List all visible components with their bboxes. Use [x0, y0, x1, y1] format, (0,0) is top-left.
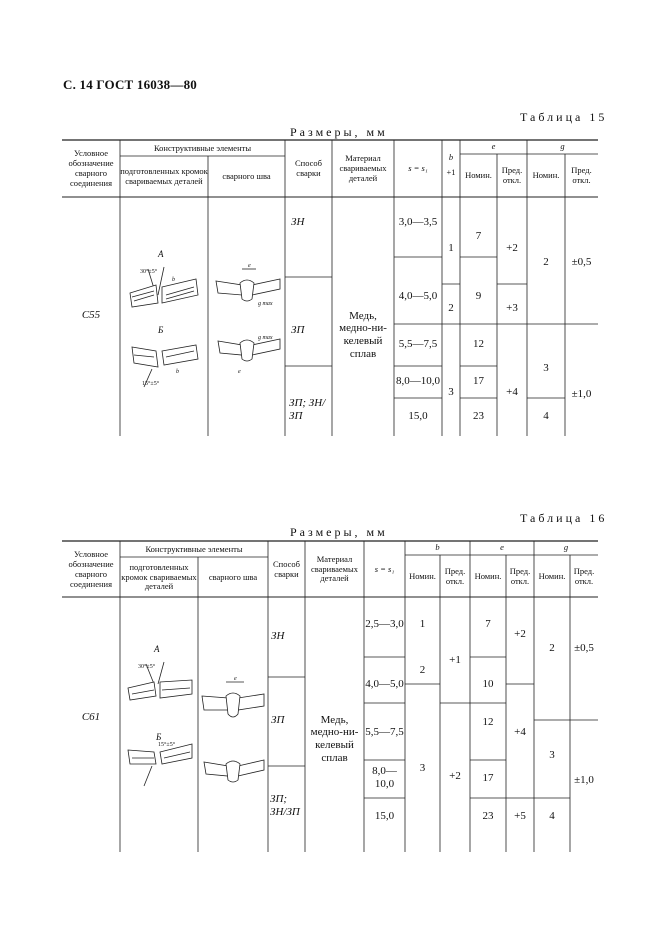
t16-e-nom-3: 12: [482, 715, 494, 728]
t15-e-tol-3: +4: [506, 385, 518, 398]
svg-text:30°±5°: 30°±5°: [140, 269, 158, 275]
t15-weld-drawing: [212, 255, 284, 375]
svg-text:30°±5°: 30°±5°: [138, 664, 156, 670]
t15-e-nom-5: 23: [473, 409, 484, 422]
t15-header-method: Способ сварки: [294, 158, 323, 178]
t16-s-1: 2,5—3,0: [365, 617, 404, 630]
t16-b-tol-1: +1: [449, 653, 461, 666]
t16-header-g-nom: Номин.: [538, 570, 566, 581]
t16-method-2: ЗП: [271, 713, 285, 726]
t15-header-g: g: [560, 141, 565, 152]
t16-header-method: Способ сварки: [272, 558, 301, 579]
t15-header-b: b: [448, 151, 454, 162]
t15-edge-preparation-drawing: [122, 245, 206, 395]
t16-header-e: e: [500, 542, 504, 553]
t16-header-e-nom: Номин.: [474, 570, 502, 581]
t16-g-tol-1: ±0,5: [574, 641, 594, 654]
t15-header-g-tol: Пред. откл.: [571, 165, 592, 185]
svg-text:b: b: [172, 277, 175, 283]
t15-g-nom-2: 3: [543, 361, 549, 374]
t15-s-2: 4,0—5,0: [398, 289, 438, 302]
t16-b-nom-1: 1: [419, 617, 426, 630]
t15-s-5: 15,0: [408, 409, 428, 422]
t15-g-nom-3: 4: [543, 409, 549, 422]
t16-material: Медь, медно-ни- келевый сплав: [310, 713, 359, 764]
t15-header-weld: сварного шва: [222, 170, 271, 181]
table-15-units: Размеры, мм: [290, 125, 388, 139]
t16-e-tol-3: +5: [514, 809, 526, 822]
t15-b-1: 1: [448, 241, 454, 254]
t16-edge-preparation-drawing: [122, 640, 198, 790]
t16-b-nom-2: 2: [419, 663, 426, 676]
t15-g-nom-1: 2: [543, 255, 549, 268]
t15-s-1: 3,0—3,5: [398, 215, 438, 228]
t16-s-3: 5,5—7,5: [365, 725, 404, 738]
t15-e-nom-1: 7: [475, 229, 482, 242]
svg-text:Б: Б: [158, 325, 164, 335]
t15-header-e-tol: Пред. откл.: [501, 165, 523, 185]
t16-s-4: 8,0—10,0: [372, 765, 397, 790]
t16-header-prepared-edges: подготовленных кромок свариваемых деталей: [121, 561, 197, 592]
t16-e-nom-4: 17: [482, 771, 494, 784]
t15-header-e-nom: Номин.: [465, 170, 492, 181]
t15-method-2: ЗП: [291, 323, 305, 336]
svg-text:b: b: [176, 369, 179, 375]
t15-b-2: 2: [448, 301, 454, 314]
t15-e-nom-4: 17: [473, 374, 484, 387]
t16-s-2: 4,0—5,0: [365, 677, 404, 690]
t16-g-nom-1: 2: [549, 641, 555, 654]
table-15-number: Таблица 15: [520, 110, 608, 124]
t15-header-g-nom: Номин.: [532, 170, 560, 181]
t15-header-e: e: [491, 141, 496, 152]
t15-s-4: 8,0—10,0: [396, 374, 440, 387]
svg-text:g max: g max: [258, 335, 273, 341]
t16-header-designation: Условное обозначение сварного соединения: [68, 549, 114, 589]
t16-e-nom-1: 7: [485, 617, 491, 630]
t16-header-g-tol: Пред. откл.: [573, 565, 595, 586]
t16-header-structural: Конструктивные элементы: [145, 543, 243, 554]
svg-text:e: e: [238, 369, 241, 375]
svg-text:e: e: [248, 263, 251, 269]
t15-e-nom-3: 12: [473, 337, 484, 350]
t16-b-nom-3: 3: [419, 761, 426, 774]
t15-b-3: 3: [448, 385, 454, 398]
svg-text:А: А: [154, 644, 160, 654]
t16-g-tol-2: ±1,0: [574, 773, 594, 786]
t16-header-s: s = s₁: [374, 563, 395, 574]
t16-g-nom-3: 4: [549, 809, 555, 822]
t15-e-nom-2: 9: [475, 289, 482, 302]
t16-s-5: 15,0: [374, 809, 395, 822]
t16-g-nom-2: 3: [549, 748, 555, 761]
t15-material: Медь, медно-ни- келевый сплав: [339, 309, 387, 360]
t15-method-3: ЗП; ЗН/ЗП: [289, 397, 326, 422]
svg-text:g max: g max: [258, 301, 273, 307]
table-16-units: Размеры, мм: [290, 525, 388, 539]
t16-header-material: Материал свариваемых деталей: [310, 553, 359, 584]
svg-text:Б: Б: [156, 732, 162, 742]
t16-e-tol-2: +4: [514, 725, 526, 738]
t16-e-tol-1: +2: [514, 627, 526, 640]
t16-b-tol-2: +2: [449, 769, 461, 782]
t15-header-material: Материал свариваемых деталей: [339, 153, 387, 183]
svg-text:15°±5°: 15°±5°: [158, 742, 176, 748]
t15-header-designation: Условное обозначение сварного соединения: [68, 148, 114, 188]
t16-weld-drawing: [200, 670, 266, 800]
t15-designation: С55: [81, 308, 101, 321]
t16-header-b-nom: Номин.: [409, 570, 436, 581]
t15-g-tol-1: ±0,5: [571, 255, 592, 268]
svg-text:15°±5°: 15°±5°: [142, 381, 160, 387]
t15-header-structural: Конструктивные элементы: [153, 142, 252, 153]
svg-text:e: e: [234, 676, 237, 682]
t16-e-nom-2: 10: [482, 677, 494, 690]
t15-g-tol-2: ±1,0: [571, 387, 592, 400]
t16-header-g: g: [563, 542, 569, 553]
t15-header-prepared-edges: подготовленных кромок свариваемых деталей: [120, 165, 208, 186]
t16-header-weld: сварного шва: [208, 571, 258, 582]
t16-header-b: b: [435, 542, 440, 553]
table-16-number: Таблица 16: [520, 511, 608, 525]
t16-e-nom-5: 23: [482, 809, 494, 822]
t16-method-1: ЗН: [271, 629, 285, 642]
t16-designation: С61: [81, 710, 101, 723]
t16-header-b-tol: Пред. откл.: [444, 565, 466, 586]
t15-s-3: 5,5—7,5: [398, 337, 438, 350]
t16-method-3: ЗП; ЗН/ЗП: [270, 793, 300, 818]
t15-method-1: ЗН: [291, 215, 305, 228]
page-header: С. 14 ГОСТ 16038—80: [63, 77, 197, 92]
t15-e-tol-2: +3: [506, 301, 518, 314]
t15-e-tol-1: +2: [506, 241, 518, 254]
t16-header-e-tol: Пред. откл.: [509, 565, 531, 586]
t15-header-b-tol: +1: [446, 167, 456, 178]
svg-text:А: А: [158, 249, 164, 259]
t15-header-s: s = s₁: [408, 163, 428, 174]
